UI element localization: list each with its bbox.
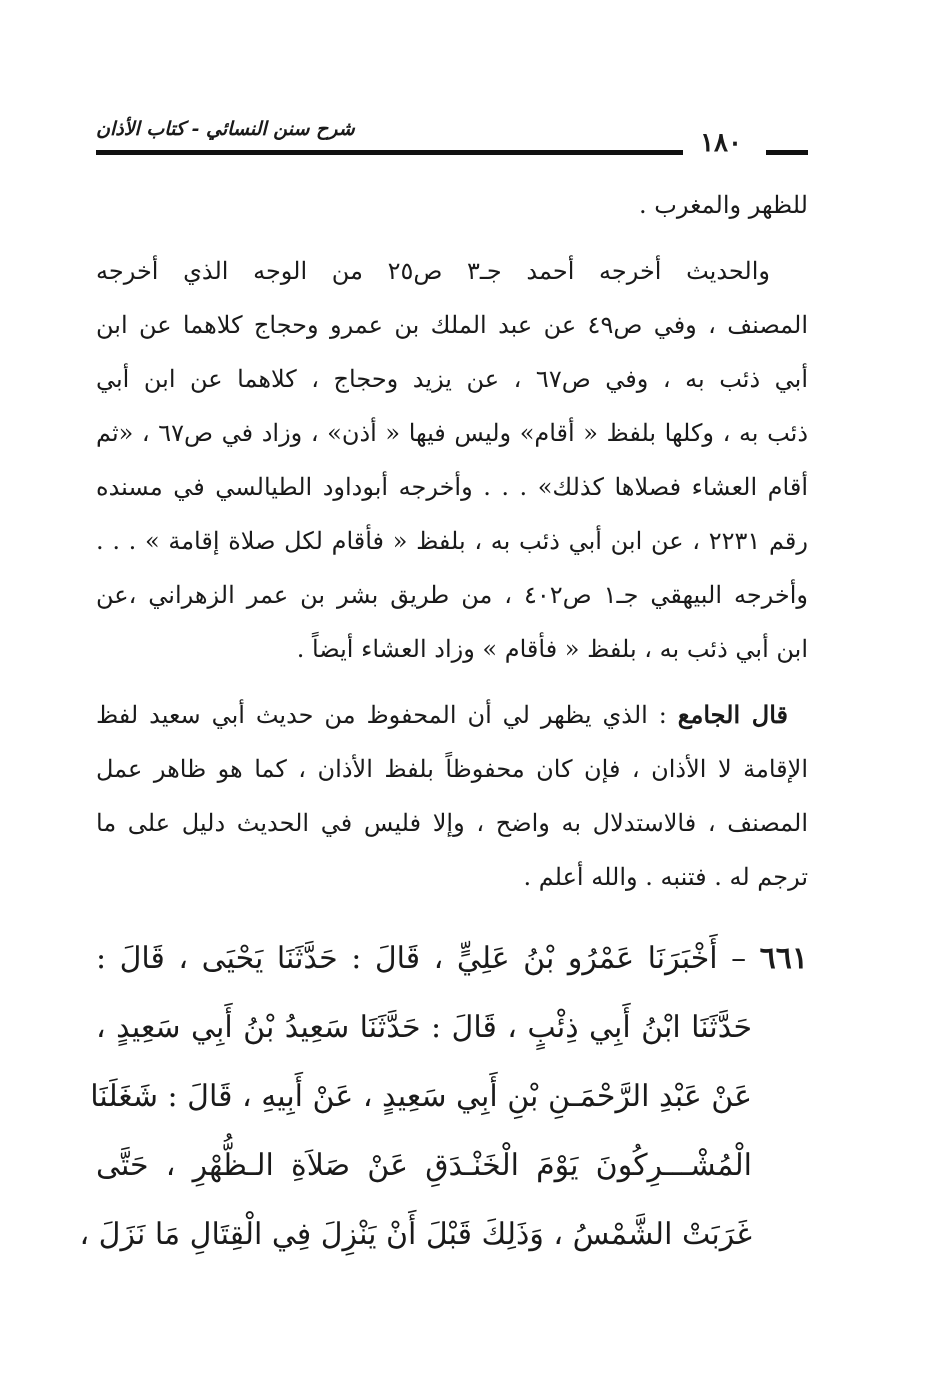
paragraph-takhrij xyxy=(96,244,808,676)
hadith-line xyxy=(96,924,808,993)
text-line: الإقامة لا الأذان ، فإن كان محفوظاً بلفظ الأذان ، كما هو ظاهر عمل xyxy=(96,755,808,783)
text-line: والحديث أخرجه أحمد جـ٣ ص٢٥ من الوجه الذي أخرجه xyxy=(96,257,770,285)
qal-al-jami-lead: قال الجامع xyxy=(677,700,788,729)
text-line: رقم ٢٢٣١ ، عن ابن أبي ذئب به ، بلفظ « فأقام لكل صلاة إقامة » . . . xyxy=(96,527,808,555)
qal-al-jami-text: : الذي يظهر لي أن المحفوظ من حديث أبي سعيد لفظ xyxy=(96,701,678,729)
text-line: ترجم له . فتنبه . والله أعلم . xyxy=(523,863,808,891)
hadith-text: – أَخْبَرَنَا عَمْرُو بْنُ عَلِيٍّ ، قَالَ : حَدَّثَنَا يَحْيَى ، قَالَ : xyxy=(96,941,760,976)
hadith-line: حَدَّثَنَا ابْنُ أَبِي ذِئْبٍ ، قَالَ : حَدَّثَنَا سَعِيدُ بْنُ أَبِي سَعِيدٍ ، xyxy=(96,1010,752,1045)
text-line: للظهر والمغرب . xyxy=(639,191,808,219)
paragraph-continuation xyxy=(96,178,808,232)
text-line xyxy=(96,688,808,742)
text-line: وأخرجه البيهقي جـ١ ص٤٠٢ ، من طريق بشر بن عمر الزهراني ،عن xyxy=(96,581,808,609)
page-body xyxy=(79,178,809,1269)
hadith-line: غَرَبَتْ الشَّمْسُ ، وَذَلِكَ قَبْلَ أَنْ يَنْزِلَ فِي الْقِتَالِ مَا نَزَلَ ، xyxy=(79,1217,752,1252)
running-title: شرح سنن النسائي - كتاب الأذان xyxy=(96,118,355,140)
text-line: المصنف ، وفي ص٤٩ عن عبد الملك بن عمرو وحجاج كلاهما عن ابن xyxy=(96,311,808,339)
text-line: أقام العشاء فصلاها كذلك» . . . وأخرجه أبوداود الطيالسي في مسنده xyxy=(96,473,808,501)
hadith-line: الْمُشْـــرِكُونَ يَوْمَ الْخَنْـدَقِ عَنْ صَلاَةِ الـظُّهْرِ ، حَتَّى xyxy=(96,1148,752,1183)
paragraph-qal-al-jami xyxy=(96,688,808,904)
page-number: ١٨٠ xyxy=(700,128,742,158)
hadith-block xyxy=(79,924,808,1269)
text-line: المصنف ، فالاستدلال به واضح ، وإلا فليس في الحديث دليل على ما xyxy=(96,809,808,837)
header-rule-dash xyxy=(766,150,808,155)
page-header xyxy=(96,112,808,162)
text-line: ابن أبي ذئب به ، بلفظ « فأقام » وزاد العشاء أيضاً . xyxy=(296,635,808,663)
text-line: أبي ذئب به ، وفي ص٦٧ ، عن يزيد وحجاج ، كلاهما عن ابن أبي xyxy=(96,365,809,393)
text-line: ذئب به ، وكلها بلفظ « أقام» وليس فيها « أذن» ، وزاد في ص٦٧ ، «ثم xyxy=(96,419,809,447)
hadith-line: عَنْ عَبْدِ الرَّحْمَـنِ بْنِ أَبِي سَعِيدٍ ، عَنْ أَبِيهِ ، قَالَ : شَغَلَنَا xyxy=(90,1079,752,1114)
hadith-number: ٦٦١ xyxy=(759,941,808,976)
header-rule xyxy=(96,150,683,155)
